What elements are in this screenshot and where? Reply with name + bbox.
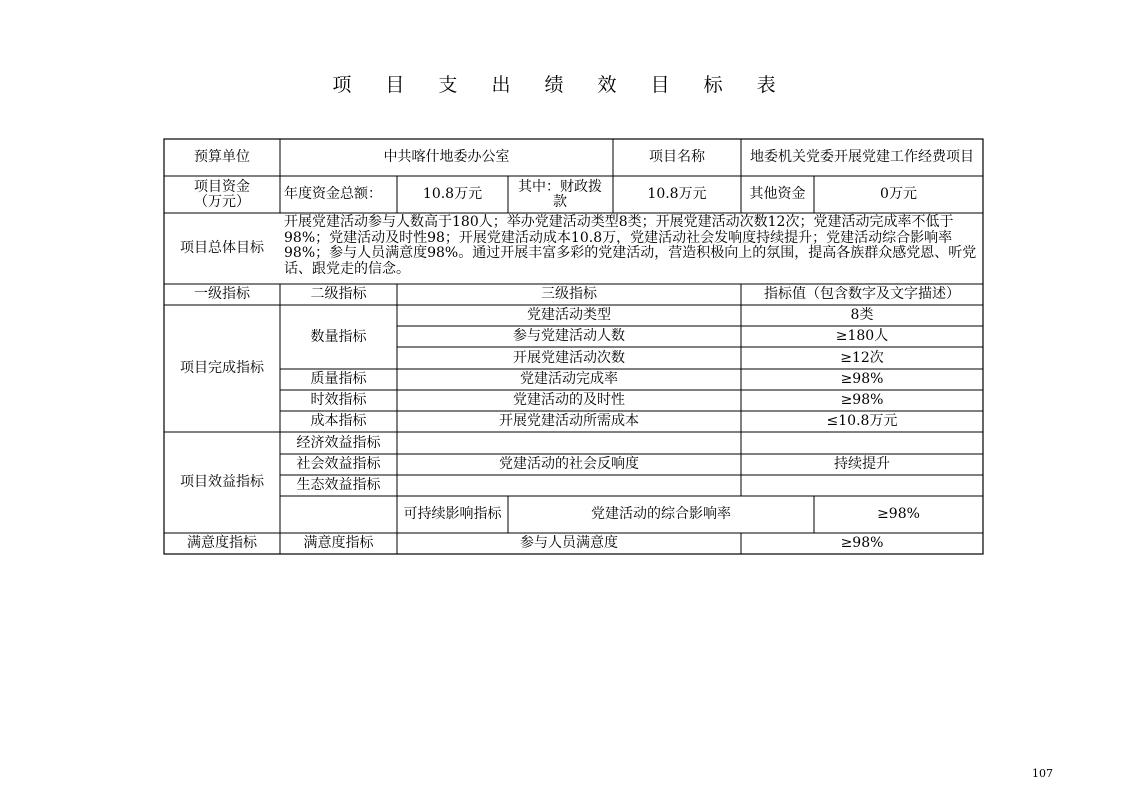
q2-value: ≥180人 bbox=[835, 328, 889, 344]
sustainable-value: ≥98% bbox=[877, 506, 920, 522]
satisfaction-label: 满意度指标 bbox=[187, 535, 257, 551]
quality-label: 质量指标 bbox=[310, 371, 367, 387]
quantity-label: 数量指标 bbox=[310, 328, 367, 345]
timeliness-value: ≥98% bbox=[840, 392, 884, 408]
other-funds-value: 0万元 bbox=[880, 186, 917, 202]
annual-total-label: 年度资金总额： bbox=[284, 186, 382, 202]
social-label: 社会效益指标 bbox=[296, 456, 381, 472]
q3-value: ≥12次 bbox=[840, 349, 884, 366]
fiscal-label: 其中：财政拨款 bbox=[518, 178, 602, 210]
q3-name: 开展党建活动次数 bbox=[513, 349, 625, 366]
header-value: 指标值（包含数字及文字描述） bbox=[764, 286, 960, 302]
header-level1: 一级指标 bbox=[194, 286, 250, 302]
satisfaction-value: ≥98% bbox=[840, 535, 884, 551]
q2-name: 参与党建活动人数 bbox=[513, 328, 625, 344]
project-name-label: 项目名称 bbox=[649, 149, 705, 165]
annual-total-value: 10.8万元 bbox=[422, 186, 483, 202]
social-value: 持续提升 bbox=[834, 456, 890, 472]
quality-value: ≥98% bbox=[840, 371, 884, 387]
benefit-label: 项目效益指标 bbox=[180, 474, 264, 490]
page-number: 107 bbox=[1032, 767, 1053, 780]
timeliness-name: 党建活动的及时性 bbox=[513, 392, 625, 408]
q1-name: 党建活动类型 bbox=[527, 307, 611, 323]
header-level2: 二级指标 bbox=[310, 286, 367, 302]
header-level3: 三级指标 bbox=[541, 286, 597, 302]
economic-label: 经济效益指标 bbox=[296, 434, 381, 451]
overall-goal-text: 开展党建活动参与人数高于180人；举办党建活动类型8类；开展党建活动次数12次；党建活动完成率不低于98%；党建活动及时性98；开展党建活动成本10.8万，党建活动社会发响度持续提升；党建活动综合影响率98%；参与人员满意度98%。通过开展丰富多彩的党建活动，营造积极向上的氛围，提高各族群众感党恩、听党话、跟党走的信念。 bbox=[284, 214, 977, 277]
quality-name: 党建活动完成率 bbox=[520, 371, 618, 387]
overall-goal-label: 项目总体目标 bbox=[180, 240, 264, 256]
ecological-label: 生态效益指标 bbox=[296, 477, 381, 493]
completion-label: 项目完成指标 bbox=[180, 360, 264, 376]
budget-unit-label: 预算单位 bbox=[194, 149, 250, 165]
other-funds-label: 其他资金 bbox=[749, 186, 806, 202]
satisfaction-name: 参与人员满意度 bbox=[520, 535, 618, 551]
cost-label: 成本指标 bbox=[310, 413, 367, 429]
fiscal-value: 10.8万元 bbox=[647, 186, 707, 202]
q1-value: 8类 bbox=[850, 307, 874, 323]
sustainable-name: 党建活动的综合影响率 bbox=[591, 506, 731, 522]
page-title: 项 目 支 出 绩 效 目 标 表 bbox=[332, 74, 790, 96]
funds-label: 项目资金（万元） bbox=[194, 178, 250, 210]
timeliness-label: 时效指标 bbox=[310, 392, 367, 408]
sustainable-label: 可持续影响指标 bbox=[403, 506, 502, 522]
social-name: 党建活动的社会反响度 bbox=[499, 456, 639, 472]
satisfaction-l2: 满意度指标 bbox=[303, 535, 374, 551]
cost-name: 开展党建活动所需成本 bbox=[499, 413, 639, 429]
budget-unit-value: 中共喀什地委办公室 bbox=[383, 149, 510, 165]
cost-value: ≤10.8万元 bbox=[826, 413, 898, 429]
project-name-value: 地委机关党委开展党建工作经费项目 bbox=[750, 149, 974, 165]
